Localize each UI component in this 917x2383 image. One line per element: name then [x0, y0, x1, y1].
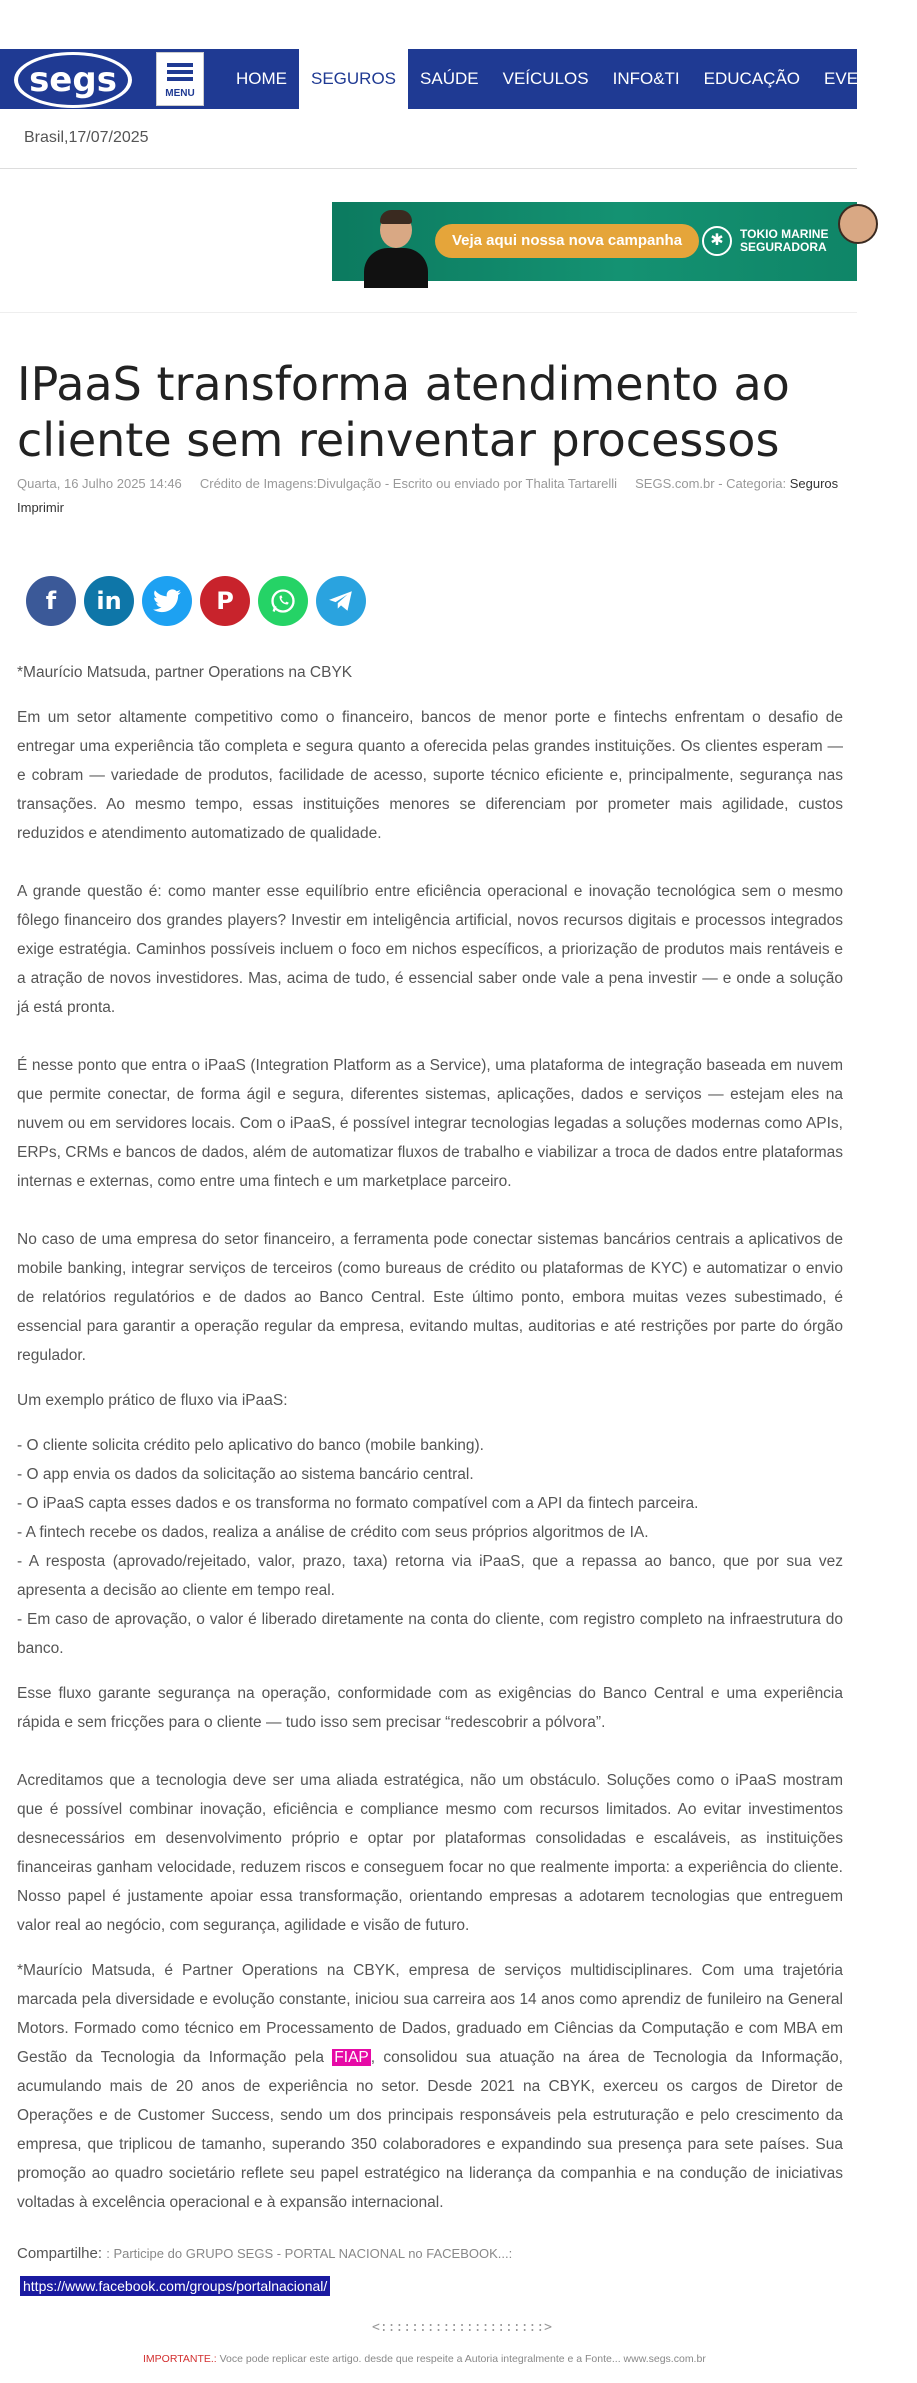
- paragraph-1: Em um setor altamente competitivo como o financeiro, bancos de menor porte e fintechs enfrentam o desafio de entregar uma experiência tão completa e segura quanto a oferecida pelas grandes instituições. Os clientes esperam — e cobram — variedade de produtos, facilidade de acesso, suporte técnico eficiente e, principalmente, segurança nas transações. Ao mesmo tempo, essas instituições menores se diferenciam por prometer mais agilidade, custos reduzidos e atendimento automatizado de qualidade.: [17, 709, 843, 842]
- share-section: [17, 2245, 512, 2262]
- paragraph-3: É nesse ponto que entra o iPaaS (Integration Platform as a Service), uma plataforma de integração baseada em nuvem que permite conectar, de forma ágil e segura, diferentes sistemas, aplicações, dados e serviços — estejam eles na nuvem ou em servidores locais. Com o iPaaS, é possível integrar tecnologias legadas a soluções modernas como APIs, ERPs, CRMs e bancos de dados, além de automatizar fluxos de trabalho e viabilizar a troca de dados entre plataformas internas e externas, como entre uma fintech e um marketplace parceiro.: [17, 1057, 843, 1190]
- banner-cta-button[interactable]: Veja aqui nossa nova campanha: [435, 224, 699, 258]
- hamburger-icon: [167, 60, 193, 84]
- important-notice: [143, 2353, 706, 2365]
- whatsapp-icon[interactable]: [258, 576, 308, 626]
- paragraph-5: Um exemplo prático de fluxo via iPaaS:: [17, 1392, 288, 1409]
- nav-educacao[interactable]: EDUCAÇÃO: [703, 69, 801, 88]
- social-share-bar: [26, 576, 374, 626]
- campaign-banner[interactable]: [332, 202, 857, 281]
- article-meta: [17, 472, 847, 520]
- dateline: Brasil,17/07/2025: [24, 129, 149, 146]
- nav-veiculos[interactable]: VEÍCULOS: [502, 69, 589, 88]
- telegram-icon[interactable]: [316, 576, 366, 626]
- article-date: Quarta, 16 Julho 2025 14:46: [17, 476, 182, 491]
- nav-seguros[interactable]: SEGUROS: [299, 49, 408, 109]
- banner-brand-line2: SEGURADORA: [740, 240, 827, 254]
- linkedin-icon[interactable]: in: [84, 576, 134, 626]
- nav-eventos[interactable]: EVENTOS: [824, 69, 905, 88]
- twitter-icon[interactable]: [142, 576, 192, 626]
- main-nav: [224, 49, 917, 109]
- author-bio: [17, 1956, 843, 2217]
- bio-text-start: *Maurício Matsuda, é Partner Operations na CBYK, empresa de serviços multidisciplinares. Com uma trajetória marcada pela diversidade e evolução constante, iniciou sua carreira aos 14 anos como aprendiz de funileiro na General Motors. Formado como técnico em Processamento de Dados, graduado em Ciências da Computação e com MBA em Gestão da Tecnologia da Informação pela: [17, 1962, 843, 2066]
- logo-text: segs: [18, 55, 128, 105]
- tokio-marine-logo-icon: ✱: [702, 226, 732, 256]
- pinterest-icon[interactable]: P: [200, 576, 250, 626]
- paragraph-2: A grande questão é: como manter esse equilíbrio entre eficiência operacional e inovação tecnológica sem o mesmo fôlego financeiro dos grandes players? Investir em inteligência artificial, novos recursos digitais e processos integrados exige estratégia. Caminhos possíveis incluem o foco em nichos específicos, a priorização de produtos mais rentáveis e a atração de novos investidores. Mas, acima de tudo, é essencial saber onde vale a pena investir — e onde a solução já está pronta.: [17, 883, 843, 1016]
- flow-step: - O app envia os dados da solicitação ao sistema bancário central.: [17, 1466, 474, 1483]
- flow-step: - Em caso de aprovação, o valor é liberado diretamente na conta do cliente, com registro completo na infraestrutura do banco.: [17, 1611, 843, 1657]
- fiap-highlight[interactable]: FIAP: [334, 2049, 369, 2066]
- facebook-group-link[interactable]: https://www.facebook.com/groups/portalnacional/: [20, 2276, 330, 2296]
- paragraph-4: No caso de uma empresa do setor financeiro, a ferramenta pode conectar sistemas bancários centrais a aplicativos de mobile banking, integrar serviços de terceiros (como bureaus de crédito ou plataformas de KYC) e automatizar o envio de relatórios regulatórios e de dados ao Banco Central. Este último ponto, embora muitas vezes subestimado, é essencial para garantir a operação regular da empresa, evitando multas, auditorias e até restrições por parte do órgão regulador.: [17, 1231, 843, 1364]
- paragraph-7: Acreditamos que a tecnologia deve ser uma aliada estratégica, não um obstáculo. Soluções como o iPaaS mostram que é possível combinar inovação, eficiência e compliance mesmo com recursos limitados. Ao evitar investimentos desnecessários em desenvolvimento próprio e optar por plataformas consolidadas e escaláveis, as instituições financeiras ganham velocidade, reduzem riscos e conseguem focar no que realmente importa: a experiência do cliente. Nosso papel é justamente apoiar essa transformação, orientando empresas a adotarem tecnologias que entreguem valor real ao negócio, com segurança, agilidade e visão de futuro.: [17, 1772, 843, 1934]
- flow-step: - O iPaaS capta esses dados e os transforma no formato compatível com a API da fintech parceira.: [17, 1495, 699, 1512]
- paragraph-6: Esse fluxo garante segurança na operação, conformidade com as exigências do Banco Central e uma experiência rápida e sem fricções para o cliente — tudo isso sem precisar “redescobrir a pólvora”.: [17, 1685, 843, 1731]
- banner-brand: [740, 228, 828, 254]
- print-link[interactable]: Imprimir: [17, 500, 64, 515]
- share-label: Compartilhe:: [17, 2245, 103, 2262]
- nav-saude[interactable]: SAÚDE: [420, 69, 479, 88]
- divider: [0, 312, 857, 313]
- flow-step: - A fintech recebe os dados, realiza a análise de crédito com seus próprios algoritmos de IA.: [17, 1524, 649, 1541]
- banner-brand-line1: TOKIO MARINE: [740, 227, 829, 241]
- article-credit: Crédito de Imagens:Divulgação - Escrito ou enviado por Thalita Tartarelli: [199, 476, 618, 491]
- category-link[interactable]: Seguros: [789, 476, 839, 491]
- important-label: IMPORTANTE.:: [143, 2353, 217, 2365]
- article-title: IPaaS transforma atendimento ao cliente sem reinventar processos: [17, 357, 790, 467]
- nav-info-ti[interactable]: INFO&TI: [612, 69, 680, 88]
- important-text: Voce pode replicar este artigo. desde que respeite a Autoria integralmente e a Fonte... www.segs.com.br: [216, 2353, 706, 2365]
- bio-text-end: , consolidou sua atuação na área de Tecnologia da Informação, acumulando mais de 20 anos de experiência no setor. Desde 2021 na CBYK, exerceu os cargos de Diretor de Operações e de Customer Success, sendo um dos principais responsáveis pela estruturação e pelo crescimento da empresa, que triplicou de tamanho, superando 350 colaboradores e expandindo sua presença para sete países. Sua promoção ao quadro societário reflete seu papel estratégico na liderança da companhia e na condução de iniciativas voltadas à excelência operacional e à expansão internacional.: [17, 2049, 843, 2211]
- banner-person2-image: [838, 204, 878, 244]
- site-logo[interactable]: [14, 52, 132, 108]
- flow-step: - A resposta (aprovado/rejeitado, valor, prazo, taxa) retorna via iPaaS, que a repassa ao banco, que por sua vez apresenta a decisão ao cliente em tempo real.: [17, 1553, 843, 1599]
- article-body: [17, 658, 843, 2217]
- share-text: : Participe do GRUPO SEGS - PORTAL NACIONAL no FACEBOOK...:: [106, 2246, 513, 2261]
- facebook-icon[interactable]: f: [26, 576, 76, 626]
- dateline-bar: [0, 109, 857, 169]
- flow-step: - O cliente solicita crédito pelo aplicativo do banco (mobile banking).: [17, 1437, 484, 1454]
- banner-person-image: [360, 210, 430, 281]
- arrow-divider: <:::::::::::::::::::::>: [372, 2320, 553, 2335]
- menu-label: MENU: [165, 87, 195, 99]
- author-line: *Maurício Matsuda, partner Operations na CBYK: [17, 664, 353, 681]
- nav-home[interactable]: HOME: [236, 69, 287, 88]
- article-source: SEGS.com.br - Categoria:: [635, 476, 787, 491]
- menu-button[interactable]: [156, 52, 204, 106]
